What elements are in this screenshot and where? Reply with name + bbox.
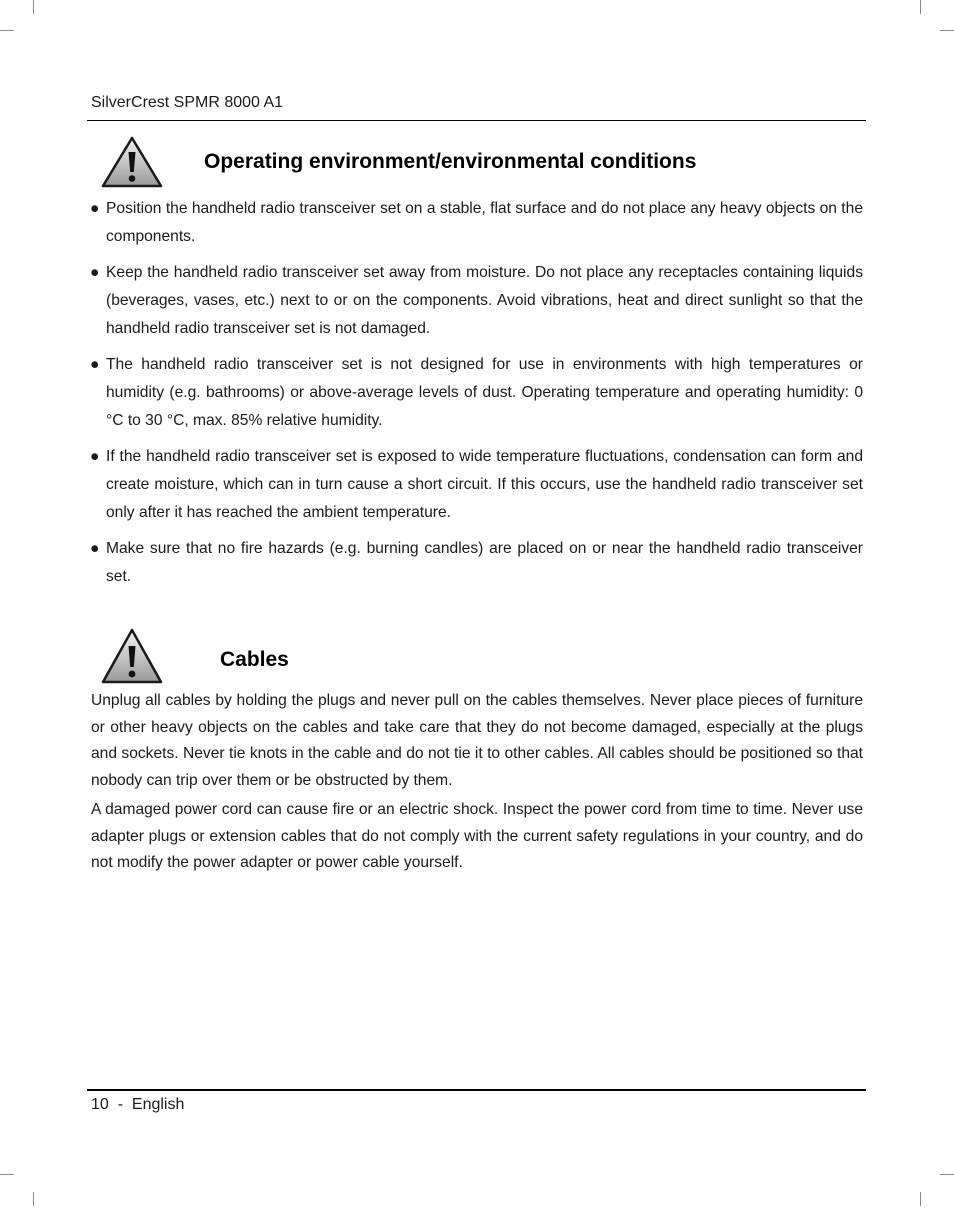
page-footer-label: 10 - English <box>91 1096 185 1113</box>
bullet-icon: ● <box>90 200 100 217</box>
page-header-title: SilverCrest SPMR 8000 A1 <box>91 94 284 111</box>
list-item: ● Make sure that no fire hazards (e.g. burning candles) are placed on or near the handheld radio transceiver set. <box>90 535 863 591</box>
list-item: ● The handheld radio transceiver set is not designed for use in environments with high temperatures or humidity (e.g. bathrooms) or above-average levels of dust. Operating temperature and operating humidity: 0 °C to 30 °C, max. 85% relative humidity. <box>90 351 863 435</box>
crop-mark <box>920 1192 921 1206</box>
crop-mark <box>33 0 34 14</box>
footer-rule <box>87 1089 866 1091</box>
bullet-icon: ● <box>90 540 100 557</box>
list-item: ● If the handheld radio transceiver set is exposed to wide temperature fluctuations, condensation can form and create moisture, which can in turn cause a short circuit. If this occurs, use the handheld radio transceiver set only after it has reached the ambient temperature. <box>90 443 863 527</box>
bullet-icon: ● <box>90 448 100 465</box>
paragraph: A damaged power cord can cause fire or an electric shock. Inspect the power cord from time to time. Never use adapter plugs or extension cables that do not comply with the current safety regulations in your country, and do not modify the power adapter or power cable yourself. <box>91 801 863 871</box>
bullet-icon: ● <box>90 264 100 281</box>
section-heading-operating: Operating environment/environmental conditions <box>204 150 697 173</box>
paragraph: Unplug all cables by holding the plugs and never pull on the cables themselves. Never place pieces of furniture or other heavy objects on the cables and take care that they do not become damaged, especially at the plugs and sockets. Never tie knots in the cable and do not tie it to other cables. All cables should be positioned so that nobody can trip over them or be obstructed by them. <box>91 692 863 789</box>
bullet-icon: ● <box>90 356 100 373</box>
crop-mark <box>0 1174 14 1175</box>
crop-mark <box>0 30 14 31</box>
crop-mark <box>940 30 954 31</box>
list-item: ● Position the handheld radio transceiver set on a stable, flat surface and do not place any heavy objects on the components. <box>90 195 863 251</box>
crop-mark <box>940 1174 954 1175</box>
crop-mark <box>920 0 921 14</box>
cables-body <box>91 688 863 880</box>
header-rule <box>87 120 866 121</box>
list-item: ● Keep the handheld radio transceiver set away from moisture. Do not place any receptacles containing liquids (beverages, vases, etc.) next to or on the components. Avoid vibrations, heat and direct sunlight so that the handheld radio transceiver set is not damaged. <box>90 259 863 343</box>
crop-mark <box>33 1192 34 1206</box>
section-heading-cables: Cables <box>220 648 289 671</box>
warning-triangle-icon <box>101 136 163 193</box>
warning-triangle-icon <box>101 628 163 689</box>
operating-bullet-list <box>90 195 863 599</box>
